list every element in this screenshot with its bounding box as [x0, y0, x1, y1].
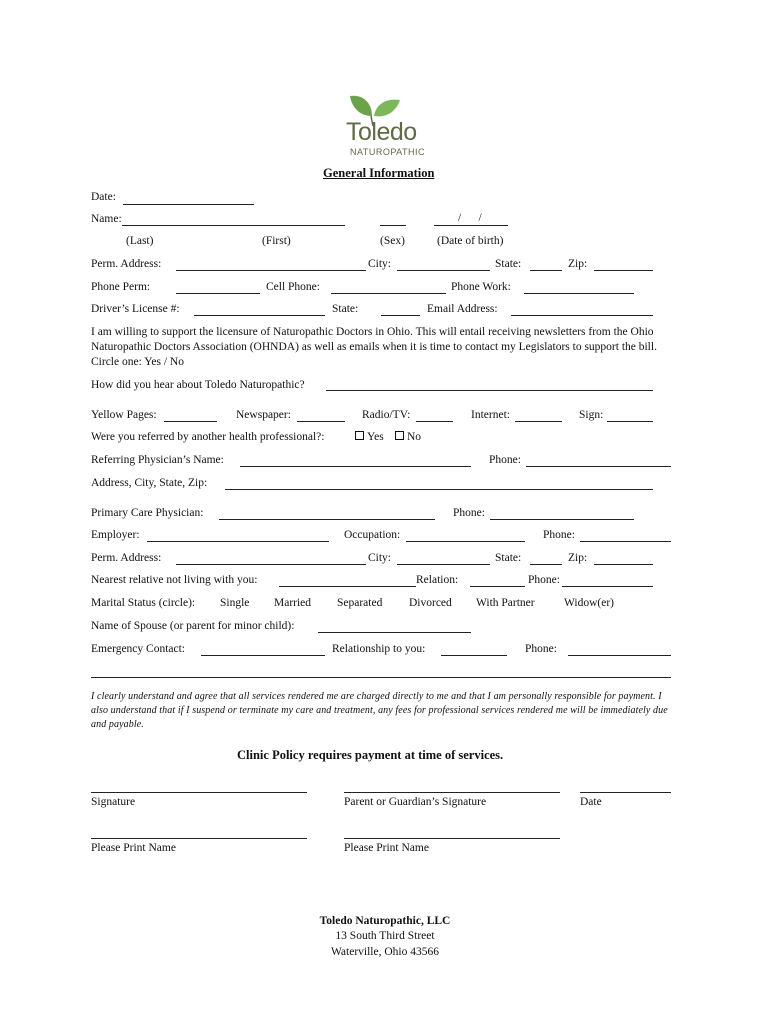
city-label: City: — [368, 258, 392, 270]
logo-subtitle: NATUROPATHIC — [350, 147, 425, 157]
employer-field[interactable] — [147, 541, 329, 542]
spouse-field[interactable] — [318, 632, 471, 633]
referring-address-label: Address, City, State, Zip: — [91, 477, 208, 489]
zip-field[interactable] — [594, 270, 653, 271]
dob-field[interactable] — [434, 225, 508, 226]
license-label: Driver’s License #: — [91, 303, 180, 315]
marital-option-single[interactable]: Single — [220, 597, 250, 609]
license-field[interactable] — [194, 315, 325, 316]
emergency-contact-field[interactable] — [201, 655, 325, 656]
phone-perm-field[interactable] — [176, 293, 260, 294]
date-signature-line[interactable] — [580, 792, 671, 793]
newspaper-label: Newspaper: — [236, 409, 291, 421]
checkbox-icon[interactable] — [395, 431, 404, 440]
primary-care-label: Primary Care Physician: — [91, 507, 204, 519]
email-field[interactable] — [511, 315, 653, 316]
relationship-label: Relationship to you: — [332, 643, 426, 655]
date-label: Date: — [91, 191, 116, 203]
hear-about-field[interactable] — [326, 390, 653, 391]
perm-address-2-label: Perm. Address: — [91, 552, 162, 564]
perm-address-label: Perm. Address: — [91, 258, 162, 270]
referring-name-label: Referring Physician’s Name: — [91, 454, 224, 466]
dob-slashes: / / — [458, 212, 482, 224]
dob-sublabel: (Date of birth) — [437, 235, 504, 247]
page-title: General Information — [323, 166, 435, 180]
state-field[interactable] — [530, 270, 562, 271]
sex-sublabel: (Sex) — [380, 235, 405, 247]
primary-phone-field[interactable] — [490, 519, 634, 520]
marital-option-married[interactable]: Married — [274, 597, 312, 609]
referring-name-field[interactable] — [240, 466, 471, 467]
radio-tv-label: Radio/TV: — [362, 409, 411, 421]
employer-phone-label: Phone: — [543, 529, 575, 541]
marital-option-separated[interactable]: Separated — [337, 597, 383, 609]
clinic-policy: Clinic Policy requires payment at time of services. — [237, 748, 504, 762]
footer-company: Toledo Naturopathic, LLC — [319, 915, 451, 927]
footer-street: 13 South Third Street — [335, 930, 435, 942]
relationship-field[interactable] — [441, 655, 507, 656]
referred-yes-label: Yes — [367, 431, 384, 443]
relative-field[interactable] — [279, 586, 416, 587]
marital-option-divorced[interactable]: Divorced — [409, 597, 452, 609]
support-paragraph: I am willing to support the licensure of Naturopathic Doctors in Ohio. This will entail receiving newsletters from the Ohio Naturopathic Doctors Association (OHNDA) as well as emails when it is time to contact my Legislators to support the bill. Circle one: Yes / No — [91, 326, 657, 368]
yellow-pages-field[interactable] — [164, 421, 217, 422]
payment-disclaimer: I clearly understand and agree that all services rendered me are charged directly to me and that I am personally responsible for payment. I also understand that if I suspend or terminate my care and treatment, any fees for professional services rendered me will be immediately due and payable. — [91, 691, 668, 730]
perm-address-2-field[interactable] — [176, 564, 366, 565]
perm-address-field[interactable] — [176, 270, 366, 271]
checkbox-icon[interactable] — [355, 431, 364, 440]
email-label: Email Address: — [427, 303, 498, 315]
last-sublabel: (Last) — [126, 235, 154, 247]
city-2-field[interactable] — [397, 564, 490, 565]
footer-city: Waterville, Ohio 43566 — [331, 946, 439, 958]
internet-label: Internet: — [471, 409, 510, 421]
referred-yes-option[interactable] — [355, 431, 384, 443]
marital-option-with-partner[interactable]: With Partner — [476, 597, 535, 609]
cell-phone-field[interactable] — [331, 293, 446, 294]
city-field[interactable] — [397, 270, 490, 271]
primary-phone-label: Phone: — [453, 507, 485, 519]
sign-field[interactable] — [607, 421, 653, 422]
yellow-pages-label: Yellow Pages: — [91, 409, 157, 421]
emergency-phone-label: Phone: — [525, 643, 557, 655]
cell-phone-label: Cell Phone: — [266, 281, 320, 293]
name-field[interactable] — [122, 225, 345, 226]
radio-tv-field[interactable] — [416, 421, 453, 422]
state-2-label: State: — [495, 552, 522, 564]
relative-phone-label: Phone: — [528, 574, 560, 586]
occupation-label: Occupation: — [344, 529, 401, 541]
extra-line[interactable] — [91, 677, 671, 678]
guardian-signature-line[interactable] — [344, 792, 560, 793]
marital-option-widower[interactable]: Widow(er) — [564, 597, 614, 609]
date-field[interactable] — [123, 204, 254, 205]
phone-perm-label: Phone Perm: — [91, 281, 151, 293]
logo-wordmark: Toledo — [346, 118, 417, 146]
signature-label: Signature — [91, 796, 136, 808]
marital-status-label: Marital Status (circle): — [91, 597, 196, 609]
print-name-label-2: Please Print Name — [344, 842, 429, 854]
zip-2-field[interactable] — [594, 564, 653, 565]
print-name-line-2[interactable] — [344, 838, 560, 839]
name-label: Name: — [91, 213, 122, 225]
referred-no-option[interactable] — [395, 431, 421, 443]
employer-label: Employer: — [91, 529, 140, 541]
referred-label: Were you referred by another health professional?: — [91, 431, 325, 443]
employer-phone-field[interactable] — [580, 541, 671, 542]
leaf-icon — [350, 96, 372, 116]
sign-label: Sign: — [579, 409, 604, 421]
emergency-phone-field[interactable] — [568, 655, 671, 656]
first-sublabel: (First) — [262, 235, 291, 247]
license-state-label: State: — [332, 303, 359, 315]
referring-phone-label: Phone: — [489, 454, 521, 466]
emergency-contact-label: Emergency Contact: — [91, 643, 185, 655]
hear-about-label: How did you hear about Toledo Naturopathic? — [91, 379, 305, 391]
relation-field[interactable] — [470, 586, 525, 587]
primary-care-field[interactable] — [219, 519, 435, 520]
referred-no-label: No — [407, 431, 422, 443]
relative-label: Nearest relative not living with you: — [91, 574, 258, 586]
state-2-field[interactable] — [530, 564, 562, 565]
internet-field[interactable] — [515, 421, 562, 422]
leaf-icon — [374, 100, 400, 117]
relative-phone-field[interactable] — [562, 586, 653, 587]
zip-label: Zip: — [568, 258, 588, 270]
relation-label: Relation: — [416, 574, 459, 586]
sex-field[interactable] — [380, 225, 406, 226]
newspaper-field[interactable] — [297, 421, 345, 422]
city-2-label: City: — [368, 552, 392, 564]
phone-work-field[interactable] — [524, 293, 634, 294]
print-name-label-1: Please Print Name — [91, 842, 176, 854]
referring-phone-field[interactable] — [526, 466, 671, 467]
zip-2-label: Zip: — [568, 552, 588, 564]
occupation-field[interactable] — [406, 541, 525, 542]
toledo-naturopathic-logo — [340, 92, 432, 160]
phone-work-label: Phone Work: — [451, 281, 511, 293]
referring-address-field[interactable] — [225, 489, 653, 490]
spouse-label: Name of Spouse (or parent for minor child): — [91, 620, 295, 632]
date-signature-label: Date — [580, 796, 602, 808]
print-name-line-1[interactable] — [91, 838, 307, 839]
signature-line[interactable] — [91, 792, 307, 793]
guardian-signature-label: Parent or Guardian’s Signature — [344, 796, 487, 808]
license-state-field[interactable] — [381, 315, 420, 316]
state-label: State: — [495, 258, 522, 270]
